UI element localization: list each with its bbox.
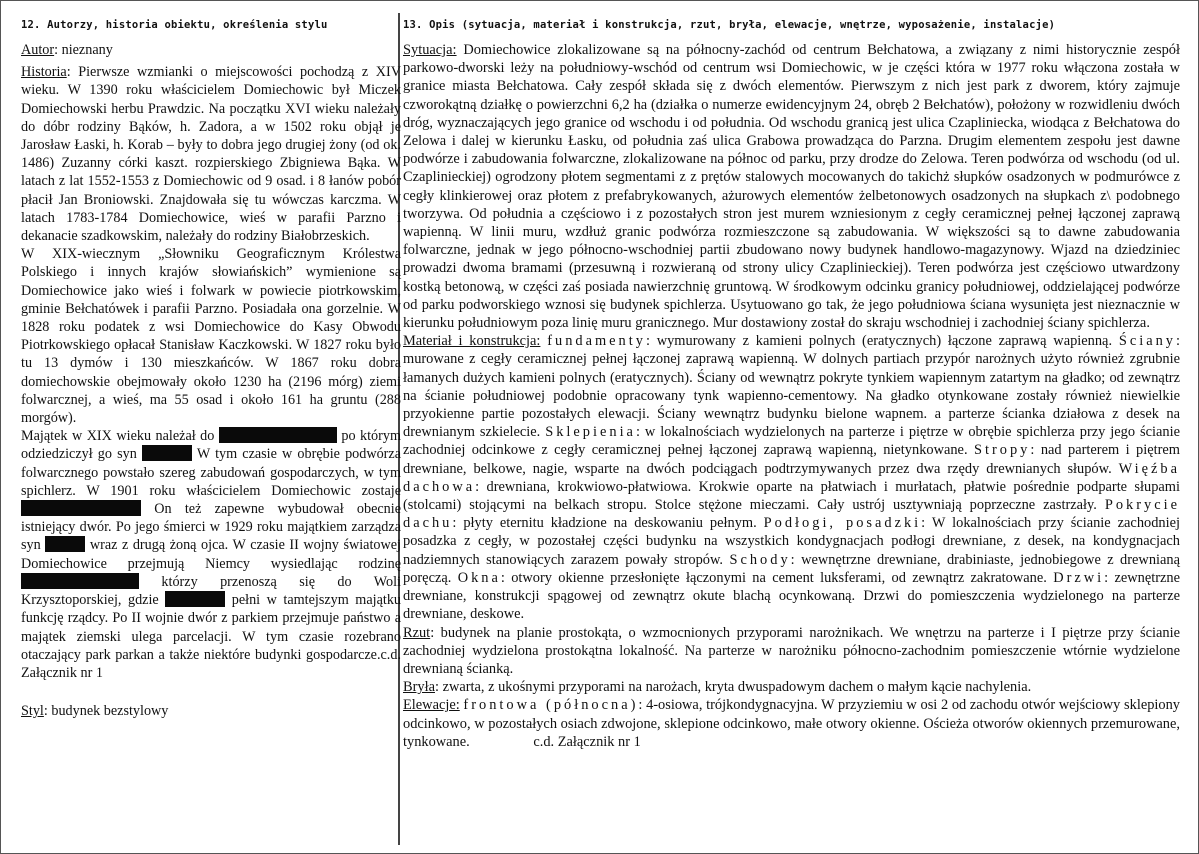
sytuacja-paragraph (403, 41, 1180, 332)
styl-value: : budynek bezstylowy (43, 703, 169, 720)
styl-label: Styl (21, 703, 44, 720)
section-13-header: 13. Opis (sytuacja, materiał i konstrukcja, rzut, bryła, elewacje, wnętrze, wyposażenie, instalacje) (403, 19, 1056, 31)
okna-text: : otwory okienne przesłonięte łączonymi na cement luksferami, od zewnątrz zakratowane. (500, 569, 1047, 586)
rzut-text: : budynek na planie prostokąta, o wzmocnionych przyporami narożnikach. We wnętrzu na parterze i I piętrze przy ścianie zachodniej wydzielona prostokątna lokalność. Na parterze w narożniku północno-zachodnim pomieszczenie wtórnie wydzielone drewnianą ścianką. (403, 624, 1180, 677)
rzut-paragraph (403, 624, 1180, 679)
sklepienia-label: Sklepienia (545, 424, 636, 441)
bryla-label: Bryła (403, 679, 435, 696)
autor-label: Autor (21, 42, 55, 58)
historia-text-3e: wraz z drugą żoną ojca. W czasie II wojny światowej Domiechowice przejmują Niemcy wysiedlając rodzinę (21, 537, 401, 572)
sciany-label: Ściany (1118, 333, 1176, 350)
historia-text-3c: W tym czasie w obrębie podwórza folwarcznego powstało szereg zabudowań gospodarczych, w tym spichlerz. W 1901 roku właścicielem Domiechowic zostaje (21, 446, 402, 499)
pokrycie-label: Pokrycie dachu (403, 497, 1180, 532)
frontowa-label: frontowa (północna) (463, 697, 639, 714)
pokrycie-text: : płyty eternitu kładzione na deskowaniu pełnym. (452, 515, 757, 532)
historia-label: Historia (21, 64, 67, 81)
left-column (21, 19, 401, 839)
podlogi-label: Podłogi, posadzki (763, 515, 922, 532)
elewacje-label: Elewacje: (403, 697, 460, 714)
stropy-label: Stropy (974, 442, 1031, 459)
redaction-block (165, 591, 225, 607)
section-12-header: 12. Autorzy, historia obiektu, określenia stylu (21, 19, 328, 31)
redaction-block (45, 536, 85, 552)
okna-label: Okna (457, 569, 501, 586)
sytuacja-text: Domiechowice zlokalizowane są na północny-zachód od centrum Bełchatowa, a związany z nimi historycznie zespół parkowo-dworski leży na południowy-wschód od centrum wsi Domiechowic, w je części która w 1977 roku włączona została w granice miasta Bełchatowa. Cały zespół składa się z dwóch elementów. Pierwszym z nich jest park z dworem, który zajmuje czworokątną działkę o powierzchni 6,2 ha (działka o numerze ewidencyjnym 24, obręb 2 Bełchatów), położony w rozwidleniu dwóch dróg, wyznaczających jego granice od wschodu i od południa. Od wschodu granicą jest ulica Czapliniecka, wiodąca z Bełchatowa do Zelowa i dalej w kierunku Łasku, od południa zaś ulica Grabowa prowadząca do Parzna. Drugim elementem zespołu jest dawne podwórze i zabudowania folwarczne, zlokalizowane na północ od parku, przy drodze do Zelowa. Teren podwórza od wschodu (od ul. Czaplinieckiej) ogrodzony płotem segmentami z z prętów stalowych mocowanych do takichż słupków osadzonych w podmurówce z cegły klinkierowej oraz płotem z prefabrykowanych, ażurowych elementów żelbetonowych osadzonych na słupkach z\ podobnego tworzywa. Od południa a częściowo i z pozostałych stron jest murem wzniesionym z cegły ceramicznej pełnej łączonej zaprawą wapienną. W linii muru, wzdłuż granic podwórza rozmieszczone są zabudowania. W większości są to dawne zabudowania folwarczne, jednak w jego północno-wschodniej partii zbudowano nowy budynek handlowo-magazynowy. Wjazd na dziedziniec prowadzi dwoma bramami (przesuwną i rozwieraną od strony ulicy Czaplinieckiej). Teren podwórza jest częściowo utwardzony kostką betonową, w części zaś posiada nawierzchnię gruntową. W środkowym odcinku granicy południowej, oddzielającej podwórze od parku podworskiego wznosi się budynek spichlerza. Usytuowano go tak, że jego południowa ściana wysunięta jest nieznacznie w kierunku południowym poza linię muru granicznego. Mur dostawiony został do skraju wschodniej i zachodniej ściany spichlerza. (403, 42, 1180, 332)
wiezba-text: : drewniana, krokwiowo-płatwiowa. Krokwie oparte na płatwiach i murłatach, płatwie pośrednie podparte słupami (stolcami) stojącymi na belkach stropu. Stolce stężone mieczami. Cały ustrój usztywniają poprzeczne zastrzały. (403, 478, 1180, 514)
wiezba-label: Więźba dachowa (403, 460, 1180, 495)
stropy-text: : nad parterem i piętrem drewniane, belkowe, nagie, wsparte na dwóch podciągach podtrzymywanych przez dwa rzędy drewnianych słupów. (403, 442, 1181, 477)
drzwi-label: Drzwi (1053, 569, 1105, 586)
historia-text-1: : Pierwsze wzmianki o miejscowości pochodzą z XIV wieku. W 1390 roku właścicielem Domiechowic był Miczek Domiechowski herbu Prawdzic. Na początku XVI wieku należały do dóbr rodziny Bąków, h. Zadora, a w 1502 roku objął je Jarosław Łaski, h. Korab – były to dobra jego drugiej żony (od ok. 1486) Zuzanny córki kaszt. rozpierskiego Zbigniewa Bąka. W latach z lat 1552-1553 z Domiechowic od 9 osad. i 8 łanów pobór płacił Jan Broniowski. Znajdowała się tu wówczas karczma. W latach 1783-1784 Domiechowice, wieś w parafii Parzno i dekanacie szadkowskim, należały do rodziny Białobrzeskich. (21, 64, 401, 245)
sciany-text: : murowane z cegły ceramicznej pełnej łączonej zaprawą wapienną. W dolnych partiach przypór narożnych użyto również zgrubnie łamanych dużych kamieni polnych (eratycznych). Ściany od wewnątrz pokryte tynkiem wapiennym zatartym na gładko; od zewnątrz na ścianie południowej podobnie opracowany tynk wapienno-cementowy. Na gładko otynkowane zostały również niewielkie przyokienne partie pozostałych elewacji. Ściany wewnątrz budynku bielone wapnem. a parterze ścianka działowa z desek na drewnianym szkielecie. (403, 333, 1180, 441)
elewacje-text: : 4-osiowa, trójkondygnacyjna. W przyziemiu w osi 2 od zachodu otwór wejściowy sklepiony odcinkowo, w pozostałych osiach zdwojone, sklepione odcinkowo, małe otwory okienne. Ościeża otworów okiennych przemurowane, tynkowane. (403, 697, 1180, 750)
bryla-paragraph (403, 678, 1180, 696)
historia-text-3g: pełni w tamtejszym majątku funkcję rządcy. Po II wojnie dwór z parkiem przejmuje państwo a majątek ziemski ulega parcelacji. W tym czasie rozebrano otaczający park parkan a także niektóre budynki gospodarcze.c.d. Załącznik nr 1 (21, 592, 402, 681)
redaction-block (142, 445, 192, 461)
historia-text-3b: po którym odziedziczył go syn (21, 428, 401, 463)
schody-text: : wewnętrzne drewniane, drabiniaste, jednobiegowe z drewnianą poręczą. (403, 551, 1180, 586)
historia-paragraph-2: W XIX-wiecznym „Słowniku Geograficznym Królestwa Polskiego i innych krajów słowiańskich” wymienione są Domiechowice jako wieś i folwark w powiecie piotrkowskim, gminie Bełchatówek i parafii Parzno. Posiadała ona gorzelnie. W 1828 roku podatek z wsi Domiechowice do Kasy Obwodu Piotrkowskiego opłacał Stanisław Kaczkowski. W 1827 roku było tu 13 dymów i 130 mieszkańców. W 1867 roku dobra domiechowskie obejmowały około 1230 ha (2196 mórg) ziemi folwarcznej, a wieś, ma 55 osad i około 161 ha gruntu (288 morgów). (21, 246, 401, 427)
historia-paragraph-1 (21, 63, 401, 245)
redaction-block (21, 573, 139, 589)
styl-paragraph (21, 702, 401, 720)
sytuacja-label: Sytuacja: (403, 42, 457, 58)
bryla-text: : zwarta, z ukośnymi przyporami na narożach, kryta dwuspadowym dachem o małym kącie nachylenia. (434, 679, 1032, 696)
material-paragraph (403, 332, 1180, 623)
redaction-block (219, 427, 337, 443)
rzut-label: Rzut (403, 624, 431, 641)
right-column (403, 19, 1180, 839)
material-label: Materiał i konstrukcja: (403, 333, 541, 350)
spacer (21, 682, 401, 702)
schody-label: Schody (729, 551, 791, 568)
sklepienia-text: : w lokalnościach wydzielonych na parterze i piętrze w obrębie spichlerza przy jego ścianie zachodniej odcinkowe z cegły ceramicznej pełnej łączonej zaprawą wapienną, nietynkowane. (403, 424, 1180, 459)
fundamenty-text: : wymurowany z kamieni polnych (eratycznych) łączone zaprawą wapienną. (645, 333, 1113, 350)
continuation-note: c.d. Załącznik nr 1 (533, 733, 641, 750)
autor-paragraph (21, 41, 401, 59)
autor-value: : nieznany (54, 42, 113, 58)
historia-text-3d: On też zapewne wybudował obecnie istniejący dwór. Po jego śmierci w 1929 roku majątkiem zarządza syn (21, 501, 402, 554)
historia-text-3a: Majątek w XIX wieku należał do (21, 428, 215, 445)
redaction-block (21, 500, 141, 516)
podlogi-text: : W lokalnościach przy ścianie zachodniej posadzka z cegły, w pozostałej części budynku na wszystkich kondygnacjach podłogi drewniane, z desek, na kondygnacjach nadziemnych stanowiących zarazem powały stropów. (403, 515, 1180, 568)
drzwi-text: : zewnętrzne drewniane, konstrukcji spągowej od zewnątrz okute blachą ocynkowaną. Drzwi do pomieszczenia wydzielonego na parterze drewniane, deskowe. (403, 569, 1180, 623)
historia-text-3f: którzy przenoszą się do Woli Krzysztoporskiej, gdzie (21, 573, 401, 609)
elewacje-paragraph (403, 696, 1180, 751)
historia-paragraph-3 (21, 427, 401, 682)
fundamenty-label: fundamenty (547, 333, 646, 350)
